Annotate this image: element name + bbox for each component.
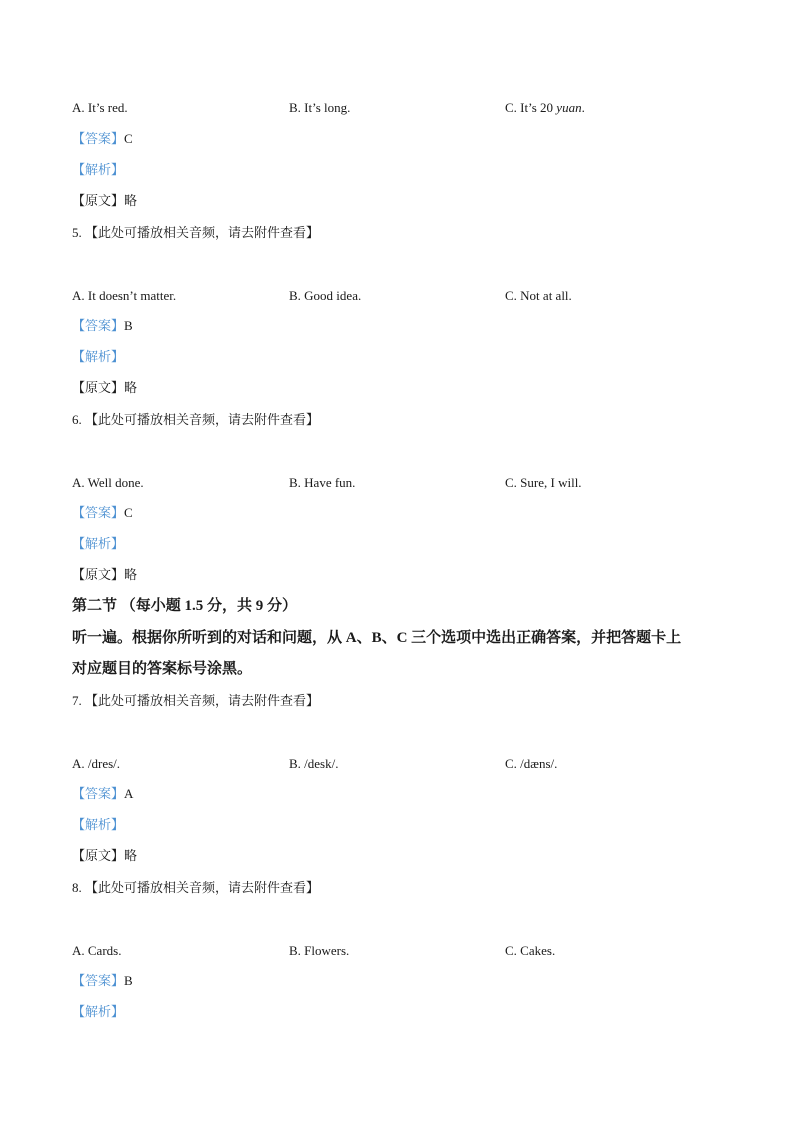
q8-option-b: B. Flowers. [289, 943, 350, 958]
q8-option-c: C. Cakes. [505, 943, 556, 958]
q8-option-a: A. Cards. [72, 943, 122, 958]
q4-option-c-italic: yuan [556, 100, 582, 115]
q5-prompt: 5. 【此处可播放相关音频，请去附件查看】 [72, 225, 320, 240]
q6-option-c: C. Sure, I will. [505, 475, 582, 490]
section2-title: 第二节 （每小题 1.5 分，共 9 分） [72, 598, 298, 614]
answer-label: 【答案】 [72, 131, 125, 146]
q7-analysis-label: 【解析】 [72, 817, 125, 832]
answer-label: 【答案】 [72, 318, 125, 333]
answer-value: B [124, 973, 133, 988]
q7-option-b: B. /desk/. [289, 756, 339, 771]
q7-original [72, 848, 137, 864]
answer-value: A [124, 786, 134, 801]
original-label: 【原文】 [72, 848, 125, 863]
original-label: 【原文】 [72, 193, 125, 208]
q6-answer [72, 505, 133, 521]
q5-option-c: C. Not at all. [505, 288, 572, 303]
q4-option-b: B. It’s long. [289, 100, 351, 115]
section2-instruction-line1: 听一遍。根据你所听到的对话和问题，从 A、B、C 三个选项中选出正确答案，并把答题卡上 [72, 630, 682, 646]
q5-analysis-label: 【解析】 [72, 349, 125, 364]
q6-original [72, 567, 137, 583]
q7-option-c: C. /dæns/. [505, 756, 558, 771]
q6-analysis-label: 【解析】 [72, 536, 125, 551]
answer-value: B [124, 318, 133, 333]
answer-label: 【答案】 [72, 973, 125, 988]
q8-prompt: 8. 【此处可播放相关音频，请去附件查看】 [72, 880, 320, 895]
q6-prompt: 6. 【此处可播放相关音频，请去附件查看】 [72, 412, 320, 427]
answer-value: C [124, 131, 133, 146]
answer-value: C [124, 505, 133, 520]
q4-option-c-text: C. It’s 20 [505, 100, 557, 115]
answer-label: 【答案】 [72, 505, 125, 520]
original-label: 【原文】 [72, 380, 125, 395]
q6-option-b: B. Have fun. [289, 475, 356, 490]
original-value: 略 [124, 380, 138, 395]
q5-option-a: A. It doesn’t matter. [72, 288, 177, 303]
q4-analysis-label: 【解析】 [72, 162, 125, 177]
q7-answer [72, 786, 133, 802]
q5-original [72, 380, 137, 396]
q4-option-c [505, 100, 585, 116]
q5-option-b: B. Good idea. [289, 288, 362, 303]
q4-answer [72, 131, 133, 147]
original-value: 略 [124, 848, 138, 863]
q4-option-a: A. It’s red. [72, 100, 128, 115]
original-value: 略 [124, 567, 138, 582]
original-value: 略 [124, 193, 138, 208]
q4-option-c-tail: . [581, 100, 585, 115]
q6-option-a: A. Well done. [72, 475, 144, 490]
answer-label: 【答案】 [72, 786, 125, 801]
q5-answer [72, 318, 133, 334]
section2-instruction-line2: 对应题目的答案标号涂黑。 [72, 661, 253, 677]
q7-prompt: 7. 【此处可播放相关音频，请去附件查看】 [72, 693, 320, 708]
q7-option-a: A. /dres/. [72, 756, 121, 771]
q8-answer [72, 973, 133, 989]
original-label: 【原文】 [72, 567, 125, 582]
q8-analysis-label: 【解析】 [72, 1004, 125, 1019]
q4-original [72, 193, 137, 209]
